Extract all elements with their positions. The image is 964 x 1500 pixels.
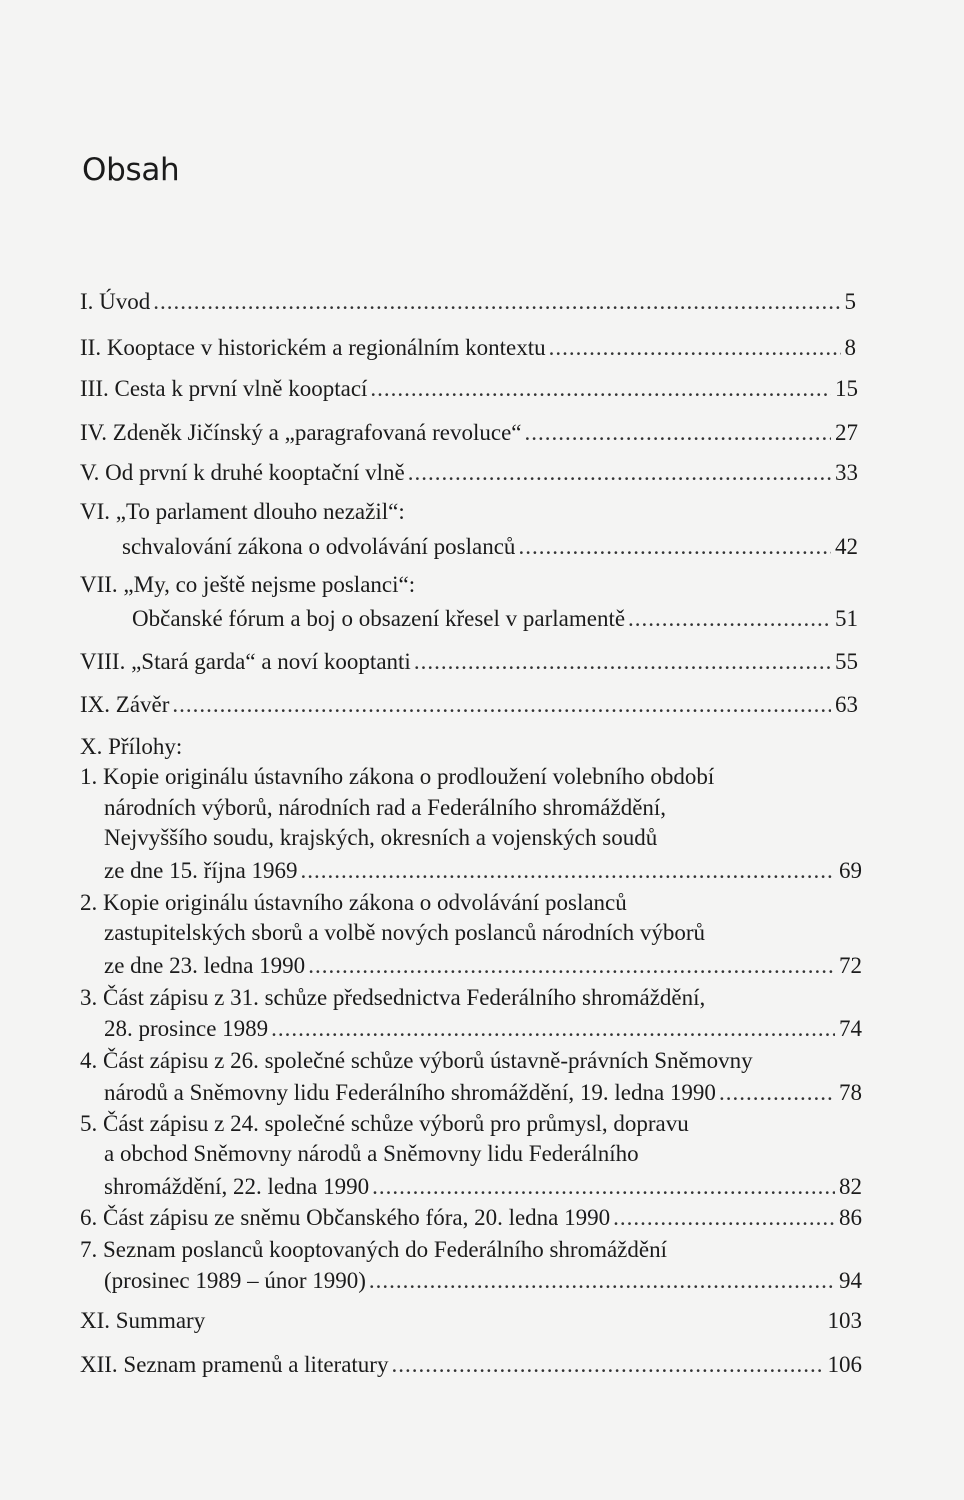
appendix-title-continued: shromáždění, 22. ledna 1990 (104, 1174, 370, 1199)
toc-page-number: 42 (835, 534, 858, 559)
toc-page-number: 69 (839, 858, 862, 883)
toc-page-number: 15 (835, 376, 858, 401)
appendix-title-continued: (prosinec 1989 – únor 1990) (104, 1268, 366, 1293)
leader-dots (628, 604, 831, 634)
appendix-title: 6. Část zápisu ze sněmu Občanského fóra, 20. ledna 1990 (80, 1205, 611, 1230)
toc-page-number: 51 (835, 606, 858, 631)
toc-page-number: 33 (835, 460, 858, 485)
appendix-title-continued: národních výborů, národních rad a Federálního shromáždění, (104, 795, 667, 820)
toc-entry (104, 1078, 862, 1108)
toc-page-number: 94 (839, 1268, 862, 1293)
toc-entry-title: II. Kooptace v historickém a regionálním kontextu (80, 335, 546, 360)
leader-dots (719, 1078, 835, 1108)
toc-entry (80, 333, 856, 363)
toc-entry-title: IX. Závěr (80, 692, 170, 717)
toc-page-number: 27 (835, 420, 858, 445)
toc-page-number: 63 (835, 692, 858, 717)
toc-entry-title-continued: schvalování zákona o odvolávání poslanců (122, 534, 516, 559)
appendix-title-continued: zastupitelských sborů a volbě nových poslanců národních výborů (104, 920, 706, 945)
leader-dots (153, 287, 840, 317)
toc-entry (80, 287, 856, 317)
toc-page-number: 74 (839, 1016, 862, 1041)
toc-page-number: 72 (839, 953, 862, 978)
leader-dots (372, 1172, 835, 1202)
appendix-title: 1. Kopie originálu ústavního zákona o prodloužení volebního období (80, 764, 715, 789)
toc-entry (132, 604, 858, 634)
appendix-title: 2. Kopie originálu ústavního zákona o odvolávání poslanců (80, 890, 627, 915)
toc-entry (80, 458, 858, 488)
toc-page-number: 5 (844, 289, 856, 314)
leader-dots (408, 458, 831, 488)
toc-page-number: 106 (827, 1352, 862, 1377)
appendix-title: 3. Část zápisu z 31. schůze předsednictva Federálního shromáždění, (80, 985, 706, 1010)
toc-page-number: 8 (844, 335, 856, 360)
leader-dots (172, 690, 831, 720)
page-title: Obsah (82, 152, 180, 188)
toc-page-number: 78 (839, 1080, 862, 1105)
toc-entry-title: III. Cesta k první vlně kooptací (80, 376, 368, 401)
toc-page-number: 103 (827, 1308, 862, 1333)
toc-entry-title: V. Od první k druhé kooptační vlně (80, 460, 405, 485)
leader-dots (370, 374, 831, 404)
leader-dots (308, 951, 835, 981)
leader-dots (271, 1014, 835, 1044)
appendix-title-continued: ze dne 23. ledna 1990 (104, 953, 306, 978)
appendix-title-continued: 28. prosince 1989 (104, 1016, 269, 1041)
leader-dots (369, 1266, 835, 1296)
toc-section-heading: X. Přílohy: (80, 734, 183, 759)
toc-entry-title: VIII. „Stará garda“ a noví kooptanti (80, 649, 411, 674)
toc-entry (122, 532, 858, 562)
toc-entry (80, 1306, 862, 1336)
appendix-title-continued: ze dne 15. října 1969 (104, 858, 298, 883)
toc-entry (80, 690, 858, 720)
toc-entry (104, 1266, 862, 1296)
toc-entry (104, 951, 862, 981)
leader-dots (524, 418, 831, 448)
toc-entry (104, 856, 862, 886)
toc-entry (80, 647, 858, 677)
toc-page-number: 86 (839, 1205, 862, 1230)
leader-dots (549, 333, 841, 363)
toc-entry-title: IV. Zdeněk Jičínský a „paragrafovaná revoluce“ (80, 420, 522, 445)
appendix-title-continued: národů a Sněmovny lidu Federálního shromáždění, 19. ledna 1990 (104, 1080, 716, 1105)
leader-dots (301, 856, 835, 886)
appendix-title-continued: Nejvyššího soudu, krajských, okresních a vojenských soudů (104, 825, 658, 850)
toc-entry (80, 418, 858, 448)
toc-entry-title: XII. Seznam pramenů a literatury (80, 1352, 389, 1377)
toc-entry-title: VI. „To parlament dlouho nezažil“: (80, 499, 405, 524)
toc-entry (104, 1014, 862, 1044)
appendix-title: 4. Část zápisu z 26. společné schůze výborů ústavně-právních Sněmovny (80, 1048, 753, 1073)
toc-entry (80, 374, 858, 404)
toc-page-number: 82 (839, 1174, 862, 1199)
appendix-title: 5. Část zápisu z 24. společné schůze výborů pro průmysl, dopravu (80, 1111, 689, 1136)
leader-dots (613, 1203, 835, 1233)
toc-entry-title: I. Úvod (80, 289, 151, 314)
appendix-title-continued: a obchod Sněmovny národů a Sněmovny lidu Federálního (104, 1141, 639, 1166)
toc-page-number: 55 (835, 649, 858, 674)
toc-entry (104, 1172, 862, 1202)
leader-dots (414, 647, 831, 677)
toc-entry-title: XI. Summary (80, 1308, 206, 1333)
leader-dots (391, 1350, 823, 1380)
toc-entry-title: VII. „My, co ještě nejsme poslanci“: (80, 572, 416, 597)
toc-entry (80, 1350, 862, 1380)
leader-dots (518, 532, 831, 562)
toc-entry (80, 1203, 862, 1233)
toc-entry-title-continued: Občanské fórum a boj o obsazení křesel v parlamentě (132, 606, 626, 631)
appendix-title: 7. Seznam poslanců kooptovaných do Federálního shromáždění (80, 1237, 667, 1262)
